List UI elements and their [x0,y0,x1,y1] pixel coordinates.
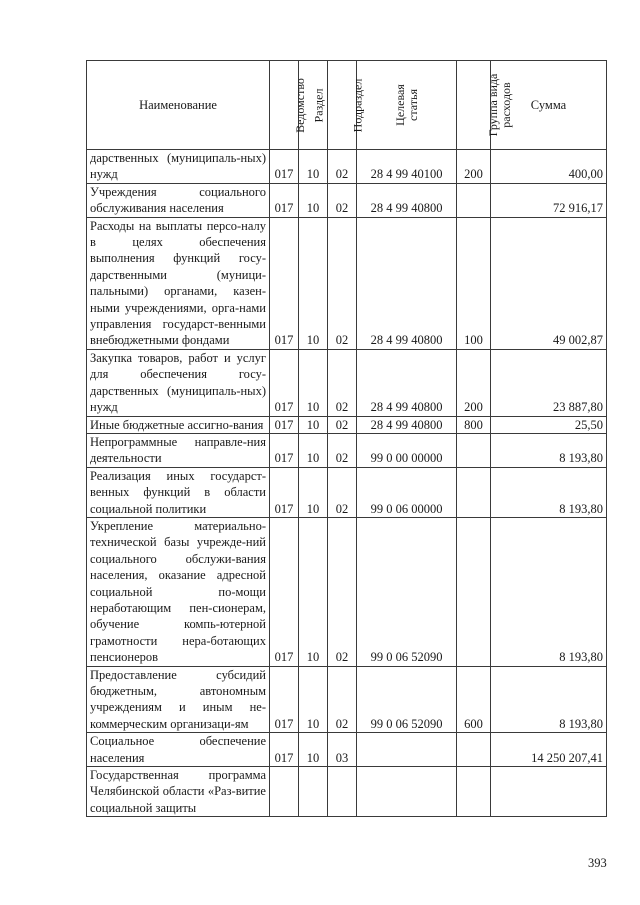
row-subsection: 03 [328,733,357,767]
row-dept: 017 [270,150,299,184]
table-row [87,666,607,733]
row-sum: 400,00 [491,150,607,184]
header-article: Целевая статья [357,61,457,150]
row-name: Иные бюджетные ассигно-вания [87,416,270,433]
row-article: 99 0 00 00000 [357,433,457,467]
row-name: дарственных (муниципаль-ных) нужд [87,150,270,184]
row-name: Непрограммные направле-ния деятельности [87,433,270,467]
header-group: Группа вида расходов [457,61,491,150]
row-dept: 017 [270,217,299,349]
row-dept: 017 [270,517,299,666]
header-dept: Ведомство [270,61,299,150]
row-group [457,517,491,666]
row-group [457,767,491,817]
row-article [357,733,457,767]
budget-table [86,60,607,817]
row-subsection: 02 [328,517,357,666]
row-subsection: 02 [328,433,357,467]
row-group [457,433,491,467]
row-article: 99 0 06 00000 [357,467,457,517]
row-subsection [328,767,357,817]
table-header-row [87,61,607,150]
row-section: 10 [299,217,328,349]
row-sum: 8 193,80 [491,666,607,733]
row-section: 10 [299,349,328,416]
row-section: 10 [299,416,328,433]
row-subsection: 02 [328,467,357,517]
row-section: 10 [299,467,328,517]
row-section [299,767,328,817]
row-sum: 49 002,87 [491,217,607,349]
table-row [87,150,607,184]
row-section: 10 [299,733,328,767]
row-dept [270,767,299,817]
header-section: Раздел [299,61,328,150]
row-name: Предоставление субсидий бюджетным, автономным учреждениям и иным не-коммерческим организаци-ям [87,666,270,733]
row-sum: 25,50 [491,416,607,433]
row-name: Реализация иных государст-венных функций в области социальной политики [87,467,270,517]
row-dept: 017 [270,183,299,217]
row-article: 99 0 06 52090 [357,517,457,666]
row-sum [491,767,607,817]
row-name: Социальное обеспечение населения [87,733,270,767]
row-article: 28 4 99 40800 [357,349,457,416]
row-group [457,733,491,767]
row-subsection: 02 [328,416,357,433]
row-name: Расходы на выплаты персо-налу в целях обеспечения выполнения функций госу-дарственными (муници-пальными) органами, казен-ными учреждениями, орга-нами управления государст-венными внебюджетными фондами [87,217,270,349]
row-dept: 017 [270,349,299,416]
row-subsection: 02 [328,349,357,416]
row-subsection: 02 [328,183,357,217]
row-article: 28 4 99 40100 [357,150,457,184]
table-row [87,733,607,767]
row-section: 10 [299,183,328,217]
row-article [357,767,457,817]
row-section: 10 [299,150,328,184]
header-name: Наименование [87,61,270,150]
row-article: 99 0 06 52090 [357,666,457,733]
row-name: Государственная программа Челябинской области «Раз-витие социальной защиты [87,767,270,817]
row-section: 10 [299,666,328,733]
table-row [87,416,607,433]
row-dept: 017 [270,416,299,433]
row-dept: 017 [270,433,299,467]
row-article: 28 4 99 40800 [357,183,457,217]
row-section: 10 [299,433,328,467]
row-subsection: 02 [328,217,357,349]
table-row [87,467,607,517]
header-sum: Сумма [491,61,607,150]
row-subsection: 02 [328,150,357,184]
row-subsection: 02 [328,666,357,733]
row-sum: 14 250 207,41 [491,733,607,767]
row-group: 200 [457,349,491,416]
table-row [87,517,607,666]
row-name: Укрепление материально-технической базы учрежде-ний социального обслужи-вания населения, оказание адресной социальной по-мощи неработающим пен-сионерам, обучение компь-ютерной грамотности нера-ботающих пенсионеров [87,517,270,666]
row-sum: 8 193,80 [491,517,607,666]
row-dept: 017 [270,733,299,767]
table-row [87,433,607,467]
row-group: 200 [457,150,491,184]
row-group: 800 [457,416,491,433]
table-row [87,349,607,416]
header-subsection: Подраздел [328,61,357,150]
page-number: 393 [588,856,607,870]
row-group [457,467,491,517]
row-section: 10 [299,517,328,666]
row-group: 100 [457,217,491,349]
row-article: 28 4 99 40800 [357,217,457,349]
row-name: Закупка товаров, работ и услуг для обеспечения госу-дарственных (муниципаль-ных) нужд [87,349,270,416]
row-dept: 017 [270,467,299,517]
row-group: 600 [457,666,491,733]
row-sum: 23 887,80 [491,349,607,416]
row-sum: 8 193,80 [491,433,607,467]
row-sum: 72 916,17 [491,183,607,217]
table-row [87,767,607,817]
table-row [87,183,607,217]
row-article: 28 4 99 40800 [357,416,457,433]
row-group [457,183,491,217]
row-sum: 8 193,80 [491,467,607,517]
row-dept: 017 [270,666,299,733]
table-row [87,217,607,349]
row-name: Учреждения социального обслуживания населения [87,183,270,217]
